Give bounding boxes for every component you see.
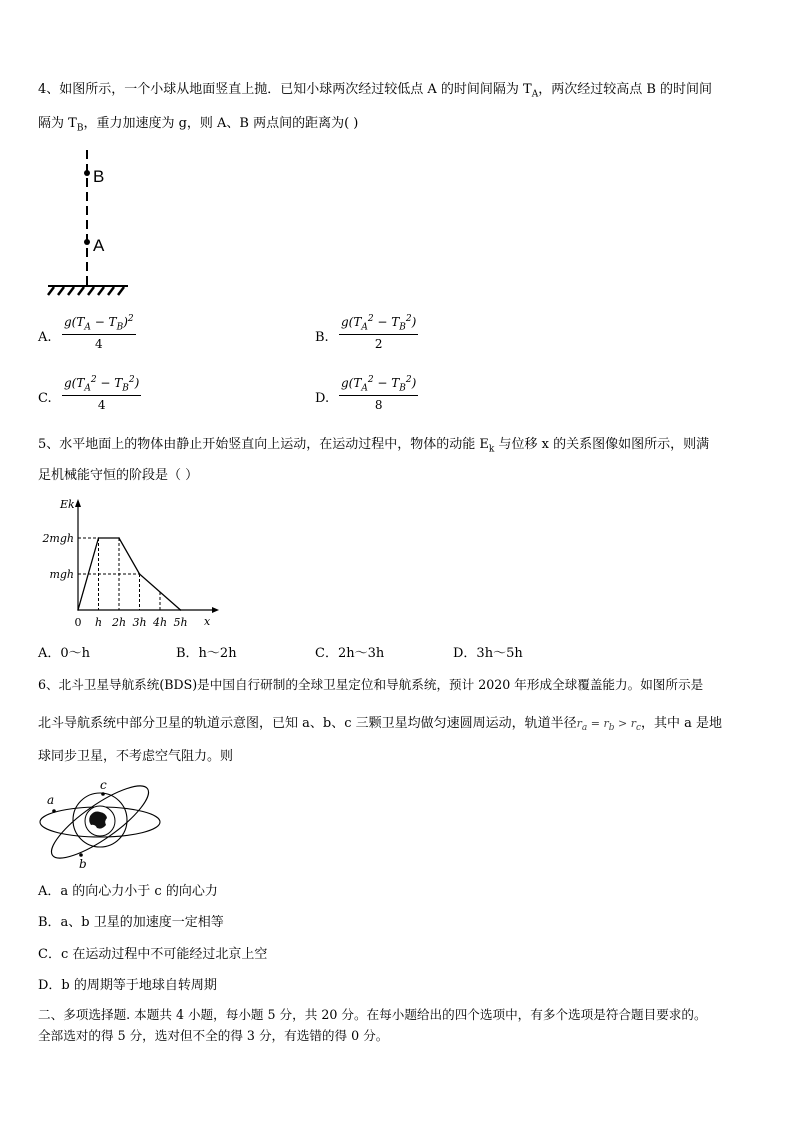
q4-option-c-num: $g(T_A^2 - T_B^2)$ — [62, 375, 141, 396]
y-axis-label: Ek — [60, 498, 75, 511]
section2-line1: 二、多项选择题. 本题共 4 小题，每小题 5 分，共 20 分。在每小题给出的四个选项中，有多个选项是符合题目要求的。 — [38, 1007, 707, 1022]
q5-line2: 足机械能守恒的阶段是（ ） — [38, 468, 199, 483]
ek-data-point — [180, 609, 182, 611]
q6-label-a: a — [47, 793, 55, 807]
q5-option-b[interactable]: B．h～2h — [176, 646, 237, 661]
q5-line1 — [38, 437, 709, 458]
q5-line1-tail: 与位移 x 的关系图像如图所示，则满 — [494, 437, 710, 452]
ek-data-point — [118, 537, 120, 539]
q5-ek-chart — [34, 494, 224, 634]
ek-data-point — [77, 609, 79, 611]
q4-line1-text: 4、如图所示，一个小球从地面竖直上抛．已知小球两次经过较低点 A 的时间间隔为 T — [38, 82, 532, 97]
q4-line2-tail: ，重力加速度为 g，则 A、B 两点间的距离为( ) — [83, 116, 359, 131]
q6-line2 — [38, 716, 722, 736]
q4-option-d-num: $g(T_A^2 - T_B^2)$ — [339, 375, 418, 396]
q4-label-a: A — [93, 236, 105, 255]
ek-data-point — [139, 573, 141, 575]
q4-option-b-num: $g(T_A^2 - T_B^2)$ — [339, 314, 418, 335]
x-tick-label: 0 — [74, 616, 82, 629]
q4-option-c-den: 4 — [97, 398, 106, 413]
q6-label-c: c — [100, 780, 107, 792]
q6-label-b: b — [79, 857, 87, 870]
q5-line1-text: 5、水平地面上的物体由静止开始竖直向上运动，在运动过程中，物体的动能 E — [38, 437, 489, 452]
q4-option-b-formula[interactable] — [339, 314, 418, 351]
section2-line2: 全部选对的得 5 分，选对但不全的得 3 分，有选错的得 0 分。 — [38, 1028, 389, 1043]
q4-point-b — [84, 170, 90, 176]
q4-point-a — [84, 239, 90, 245]
q6-option-a[interactable]: A．a 的向心力小于 c 的向心力 — [38, 884, 218, 899]
x-axis-label: x — [204, 615, 211, 628]
x-tick-label: 5h — [173, 616, 188, 629]
q6-line2-head: 北斗导航系统中部分卫星的轨道示意图，已知 a、b、c 三颗卫星均做匀速圆周运动，轨道半径 — [38, 716, 577, 731]
q6-satellite-c — [101, 792, 105, 796]
q4-label-b: B — [93, 167, 105, 186]
q4-line1-tail: ，两次经过较高点 B 的时间间 — [538, 82, 713, 97]
q4-ground-hatch — [48, 287, 124, 295]
q4-sub-b: B — [76, 123, 84, 134]
q4-figure — [40, 145, 140, 300]
y-tick-label: mgh — [49, 568, 74, 581]
ek-data-point — [98, 537, 100, 539]
q4-option-b-den: 2 — [374, 337, 383, 352]
q4-option-c-label[interactable]: C. — [38, 391, 52, 406]
q4-sub-a: A — [531, 89, 539, 100]
q6-line3: 球同步卫星，不考虑空气阻力。则 — [38, 749, 234, 764]
x-axis-arrow — [212, 607, 219, 613]
q5-option-d[interactable]: D．3h～5h — [453, 646, 523, 661]
y-tick-label: 2mgh — [42, 532, 74, 545]
q6-option-d[interactable]: D．b 的周期等于地球自转周期 — [38, 978, 217, 993]
q6-satellite-a — [52, 809, 56, 813]
q6-line1: 6、北斗卫星导航系统(BDS)是中国自行研制的全球卫星定位和导航系统，预计 2020 年形成全球覆盖能力。如图所示是 — [38, 677, 704, 692]
q6-radius-formula: $r_a = r_b > r_c$ — [576, 717, 642, 734]
y-axis-arrow — [75, 499, 81, 507]
q4-line1 — [38, 82, 712, 103]
x-tick-label: 3h — [132, 616, 147, 629]
q5-option-c[interactable]: C．2h～3h — [315, 646, 385, 661]
q4-option-d-den: 8 — [374, 398, 383, 413]
x-tick-label: 2h — [111, 616, 127, 629]
q5-option-a[interactable]: A．0～h — [38, 646, 91, 661]
q4-option-a-formula[interactable] — [62, 314, 136, 351]
x-tick-label: h — [94, 616, 103, 629]
q6-orbit-figure — [36, 780, 166, 870]
q4-line2 — [38, 116, 358, 137]
q6-option-b[interactable]: B．a、b 卫星的加速度一定相等 — [38, 915, 224, 930]
q5-sub-k: k — [488, 444, 495, 455]
q4-option-b-label[interactable]: B. — [315, 330, 329, 345]
q4-option-a-label[interactable]: A. — [38, 330, 52, 345]
q4-option-d-label[interactable]: D. — [315, 391, 330, 406]
q4-line2-head: 隔为 T — [38, 116, 77, 131]
q6-line2-tail: ，其中 a 是地 — [641, 716, 723, 731]
q4-option-c-formula[interactable] — [62, 375, 141, 412]
x-tick-label: 4h — [152, 616, 168, 629]
q4-option-d-formula[interactable] — [339, 375, 418, 412]
q4-option-a-den: 4 — [94, 337, 103, 352]
q6-option-c[interactable]: C．c 在运动过程中不可能经过北京上空 — [38, 947, 268, 962]
q4-option-a-num: $g(T_A - T_B)^2$ — [62, 314, 136, 335]
